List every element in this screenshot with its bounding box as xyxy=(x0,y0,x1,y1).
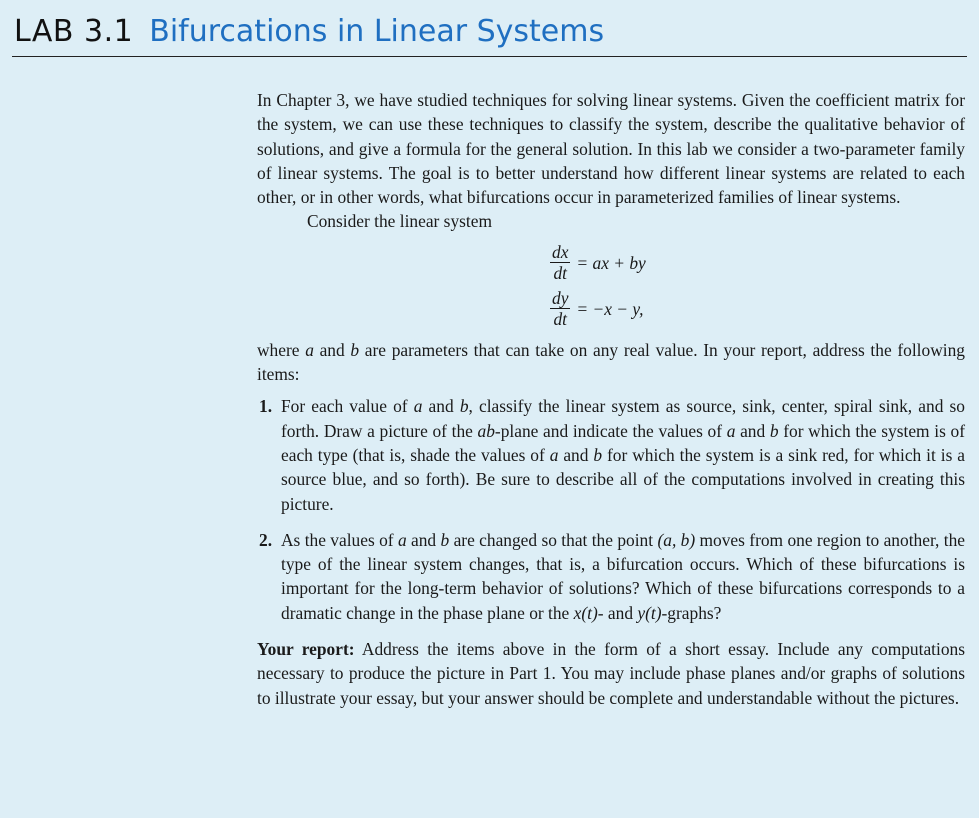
text-run: where xyxy=(257,339,306,360)
item-number: 1. xyxy=(259,396,273,417)
fraction-dy-dt xyxy=(550,288,570,329)
items-list xyxy=(257,394,965,625)
text-run: -graphs? xyxy=(661,602,722,623)
lab-content xyxy=(257,88,965,710)
text-run: and xyxy=(313,339,351,360)
math-var: a xyxy=(413,396,423,417)
equation-rhs: = ax + by xyxy=(576,252,646,273)
math-var: a xyxy=(726,420,736,441)
text-run: and xyxy=(735,420,770,441)
fraction-numerator: dx xyxy=(552,242,569,263)
equation-dx xyxy=(550,240,965,286)
math-var: a xyxy=(305,339,314,360)
lab-title: Bifurcations in Linear Systems xyxy=(149,14,605,49)
parameters-paragraph xyxy=(257,338,965,387)
math-var: ab xyxy=(477,420,495,441)
intro-paragraph: In Chapter 3, we have studied techniques for solving linear systems. Given the coefficient matrix for the system, we can use these techniques to classify the system, describe the qualitative behavior of solutions, and give a formula for the general solution. In this lab we consider a two-parameter family of linear systems. The goal is to better understand how different linear systems are related to each other, or in other words, what bifurcations occur in parameterized families of linear systems. xyxy=(257,90,965,208)
math-var: (a, b) xyxy=(657,529,696,550)
lab-number: LAB 3.1 xyxy=(14,14,134,49)
report-paragraph xyxy=(257,637,965,710)
text-run: - and xyxy=(597,602,638,623)
list-item xyxy=(257,394,965,515)
text-run: For each value of xyxy=(281,396,414,417)
math-var: b xyxy=(440,529,450,550)
text-run: , classify the linear system as source, sink, center, spiral sink, and so forth. Draw a picture of the xyxy=(281,396,965,441)
lab-header xyxy=(14,14,979,54)
text-run: and xyxy=(558,444,594,465)
item-number: 2. xyxy=(259,529,273,550)
text-run: As the values of xyxy=(281,529,398,550)
text-run: and xyxy=(406,529,441,550)
math-var: y(t) xyxy=(637,602,662,623)
math-var: x(t) xyxy=(573,602,598,623)
text-run: for which the system is a sink red, for which it is a source blue, and so forth). Be sure to describe all of the computations involved in creating this picture. xyxy=(281,444,965,514)
fraction-denominator: dt xyxy=(553,309,567,330)
equation-dy xyxy=(550,286,965,332)
fraction-numerator: dy xyxy=(552,288,569,309)
report-label: Your report: xyxy=(257,639,355,660)
text-run: are changed so that the point xyxy=(449,529,658,550)
equation-block xyxy=(550,240,965,332)
math-var: a xyxy=(397,529,407,550)
text-run: are parameters that can take on any real value. In your report, address the following items: xyxy=(257,339,965,385)
equation-rhs: = −x − y, xyxy=(576,298,644,319)
math-var: b xyxy=(459,396,469,417)
math-var: b xyxy=(350,339,360,360)
text-run: -plane and indicate the values of xyxy=(494,420,727,441)
math-var: a xyxy=(549,444,559,465)
text-run: moves from one region to another, the type of the linear system changes, that is, a bifurcation occurs. Which of these bifurcations is important for the long-term behavior of solutions? Which of these bifurcations corresponds to a dramatic change in the phase plane or the xyxy=(281,529,965,623)
fraction-dx-dt xyxy=(550,242,570,283)
consider-line: Consider the linear system xyxy=(307,211,492,232)
list-item xyxy=(257,528,965,625)
header-rule xyxy=(12,56,967,57)
text-run: for which the system is of each type (that is, shade the values of xyxy=(281,420,965,465)
math-var: b xyxy=(769,420,779,441)
text-run: and xyxy=(422,396,460,417)
report-text: Address the items above in the form of a short essay. Include any computations necessary to produce the picture in Part 1. You may include phase planes and/or graphs of solutions to illustrate your essay, but your answer should be complete and understandable without the pictures. xyxy=(257,639,965,708)
fraction-denominator: dt xyxy=(553,263,567,284)
math-var: b xyxy=(593,444,603,465)
